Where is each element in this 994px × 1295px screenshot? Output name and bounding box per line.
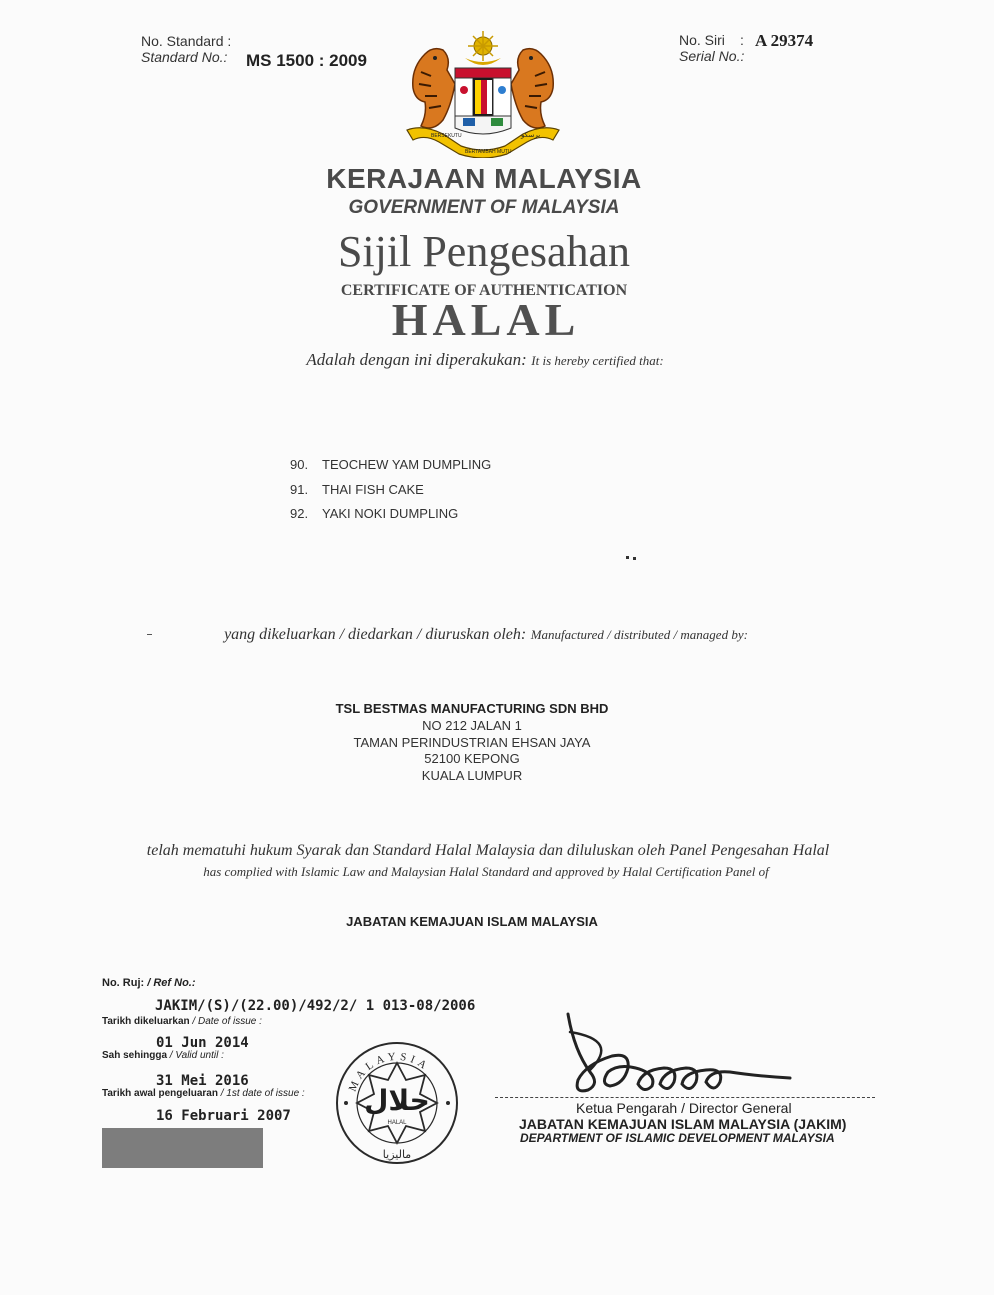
signatory-org-ms: JABATAN KEMAJUAN ISLAM MALAYSIA (JAKIM) [519,1116,847,1132]
svg-text:ﺑﺮﺳﻜﻮ: ﺑﺮﺳﻜﻮ [521,131,541,139]
product-name: YAKI NOKI DUMPLING [322,506,459,521]
authority-name: JABATAN KEMAJUAN ISLAM MALAYSIA [346,914,598,929]
title-ms: KERAJAAN MALAYSIA [326,163,642,194]
redacted-box [102,1128,263,1168]
first-issue-label-ms: Tarikh awal pengeluaran [102,1088,218,1099]
company-address-2: TAMAN PERINDUSTRIAN EHSAN JAYA [353,735,591,750]
certified-ms: Adalah dengan ini diperakukan: [306,350,527,369]
list-item [290,506,458,521]
halal-logo-bottom-arabic: ماليزيا [382,1148,412,1161]
list-item [290,457,491,472]
valid-label [102,1050,224,1061]
ref-label-ms: No. Ruj: [102,977,145,989]
company-address-3: 52100 KEPONG [424,751,520,766]
serial-colon: : [740,32,744,48]
signatory-org-en: DEPARTMENT OF ISLAMIC DEVELOPMENT MALAYSIA [520,1131,835,1145]
product-name: THAI FISH CAKE [322,482,424,497]
serial-number: A 29374 [755,31,814,50]
valid-label-en: / Valid until : [169,1050,224,1061]
halal-logo [334,1040,460,1166]
ref-label-en: / Ref No.: [147,977,196,989]
coat-of-arms-emblem [403,28,563,158]
certified-en: It is hereby certified that: [531,353,664,368]
certificate-title-ms: Sijil Pengesahan [337,227,631,276]
standard-number: MS 1500 : 2009 [246,51,367,70]
ref-label [102,977,196,989]
product-number: 92. [290,506,309,521]
manufacturer-intro-en: Manufactured / distributed / managed by: [530,627,748,642]
speck [626,556,629,559]
halal-heading: HALAL [391,294,581,345]
product-number: 90. [290,457,309,472]
halal-logo-center-text: HALAL [387,1120,407,1126]
serial-label-ms: No. Siri [679,32,725,48]
certified-line [0,350,970,370]
company-address-4: KUALA LUMPUR [421,768,523,783]
crescent-star-icon [465,31,501,65]
first-issue-label-en: / 1st date of issue : [220,1088,305,1099]
valid-label-ms: Sah sehingga [102,1050,168,1061]
certificate-title-en: CERTIFICATE OF AUTHENTICATION [340,282,628,299]
valid-until-date: 31 Mei 2016 [156,1073,249,1089]
company-name: TSL BESTMAS MANUFACTURING SDN BHD [335,701,609,716]
manufacturer-intro [0,626,972,644]
signatory-title: Ketua Pengarah / Director General [576,1100,792,1116]
manufacturer-intro-ms: yang dikeluarkan / diedarkan / diuruskan oleh: [224,626,527,643]
issue-label-ms: Tarikh dikeluarkan [102,1016,190,1027]
speck [633,557,636,560]
signature-line [495,1097,875,1098]
signature [560,1010,800,1105]
issue-label [102,1016,262,1027]
right-tiger-icon [511,49,553,128]
list-item [290,482,424,497]
motto-center: BERTAMBAH MUTU [465,149,512,155]
serial-label-en: Serial No.: [679,48,745,64]
first-issue-label [102,1088,305,1099]
halal-logo-ring-text: MALAYSIA [346,1050,432,1094]
halal-logo-arabic: حلال [364,1084,430,1117]
standard-label-en: Standard No.: [141,49,228,65]
compliance-ms: telah mematuhi hukum Syarak dan Standard Halal Malaysia dan diluluskan oleh Panel Pengesahan Halal [146,842,830,859]
left-tiger-icon [413,49,455,128]
title-en: GOVERNMENT OF MALAYSIA [348,197,620,218]
motto-left: BERSEKUTU [431,133,462,139]
company-address-1: NO 212 JALAN 1 [422,718,522,733]
issue-date: 01 Jun 2014 [156,1035,249,1051]
product-name: TEOCHEW YAM DUMPLING [322,457,492,472]
compliance-en: has complied with Islamic Law and Malaysian Halal Standard and approved by Halal Certification Panel of [203,864,769,879]
issue-label-en: / Date of issue : [192,1016,262,1027]
ref-number: JAKIM/(S)/(22.00)/492/2/ 1 013-08/2006 [155,998,476,1014]
standard-label-ms: No. Standard : [141,33,232,49]
shield-icon [455,68,511,134]
product-number: 91. [290,482,309,497]
first-issue-date: 16 Februari 2007 [156,1108,291,1124]
